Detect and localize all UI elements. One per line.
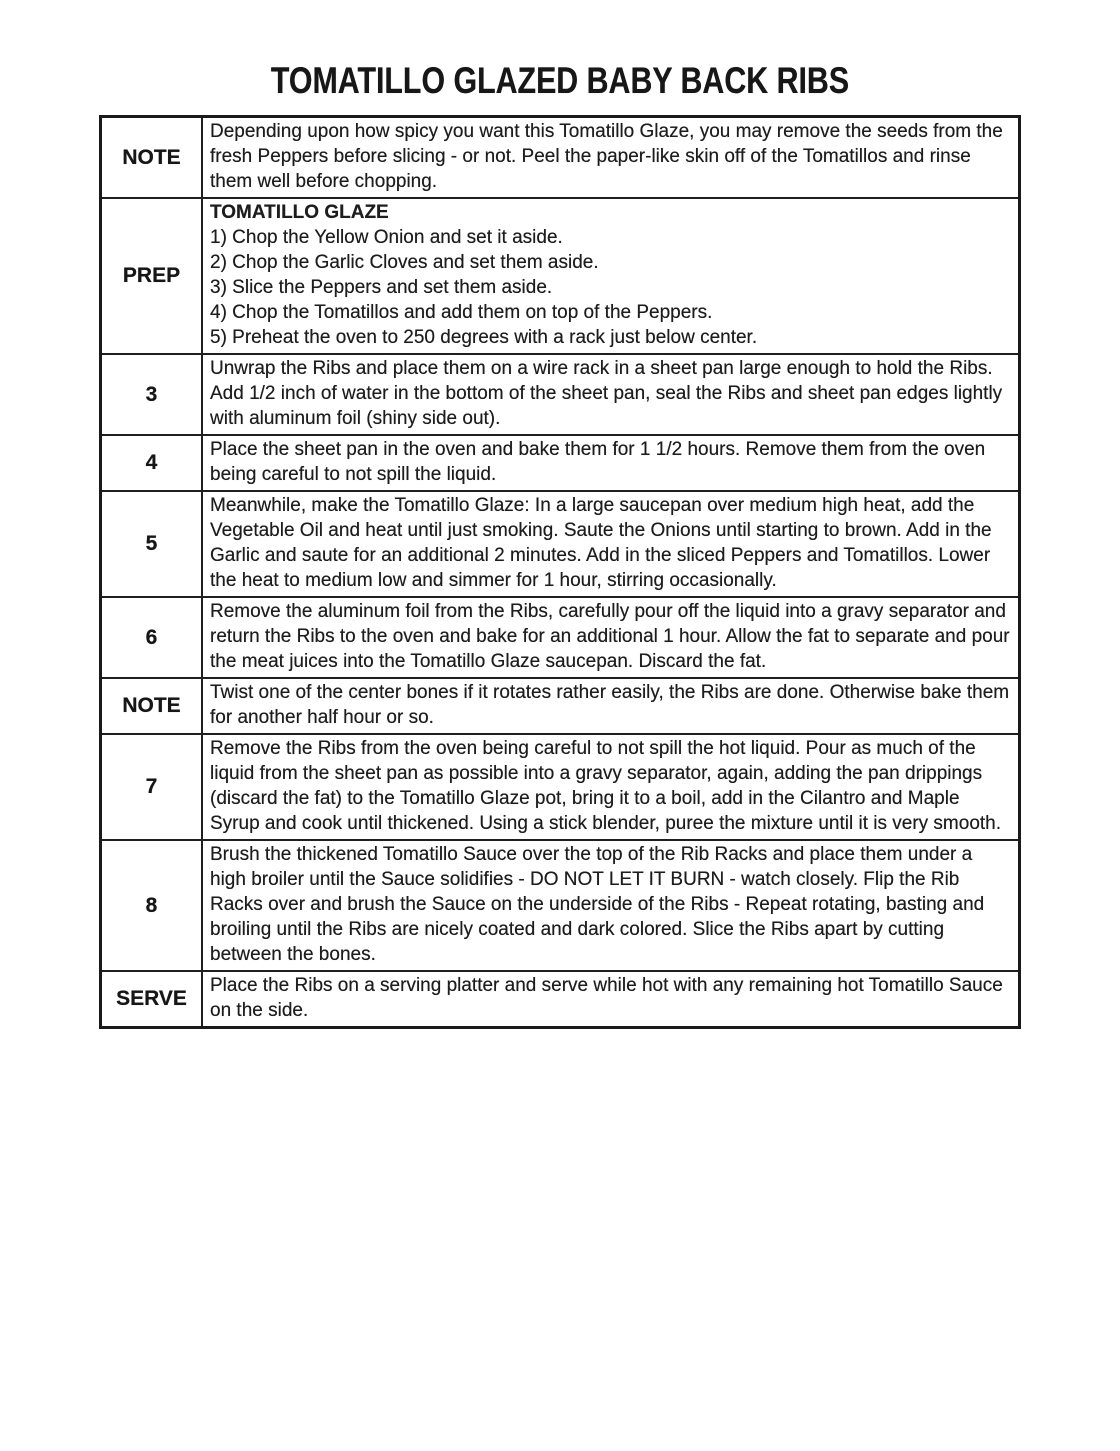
- step-label: 5: [101, 491, 203, 597]
- recipe-table-body: [101, 117, 1020, 1028]
- step-label: 6: [101, 597, 203, 678]
- step-label: SERVE: [101, 971, 203, 1028]
- step-instructions: [202, 734, 1020, 840]
- step-instructions: [202, 435, 1020, 491]
- step-instructions: [202, 491, 1020, 597]
- step-text: Unwrap the Ribs and place them on a wire rack in a sheet pan large enough to hold the Ribs. Add 1/2 inch of water in the bottom of the sheet pan, seal the Ribs and sheet pan edges lightly with aluminum foil (shiny side out).: [210, 358, 1003, 429]
- step-instructions: [202, 117, 1020, 199]
- step-label: 4: [101, 435, 203, 491]
- step-text: Place the sheet pan in the oven and bake them for 1 1/2 hours. Remove them from the oven being careful to not spill the liquid.: [210, 439, 986, 485]
- prep-step: 1) Chop the Yellow Onion and set it aside.: [210, 227, 563, 248]
- step-label: 8: [101, 840, 203, 971]
- step-label: NOTE: [101, 678, 203, 734]
- step-instructions: [202, 971, 1020, 1028]
- step-label: PREP: [101, 198, 203, 354]
- prep-step: 5) Preheat the oven to 250 degrees with a rack just below center.: [210, 327, 758, 348]
- recipe-table: [99, 115, 1021, 1029]
- step-text: Remove the aluminum foil from the Ribs, carefully pour off the liquid into a gravy separator and return the Ribs to the oven and bake for an additional 1 hour. Allow the fat to separate and pour the meat juices into the Tomatillo Glaze saucepan. Discard the fat.: [210, 601, 1010, 672]
- step-instructions: [202, 840, 1020, 971]
- step-text: Brush the thickened Tomatillo Sauce over the top of the Rib Racks and place them under a high broiler until the Sauce solidifies - DO NOT LET IT BURN - watch closely. Flip the Rib Racks over and brush the Sauce on the underside of the Ribs - Repeat rotating, basting and broiling until the Ribs are nicely coated and dark colored. Slice the Ribs apart by cutting between the bones.: [210, 844, 985, 965]
- table-row: [101, 354, 1020, 435]
- prep-step: 4) Chop the Tomatillos and add them on top of the Peppers.: [210, 302, 713, 323]
- prep-step: 2) Chop the Garlic Cloves and set them aside.: [210, 252, 599, 273]
- table-row: [101, 435, 1020, 491]
- step-text: Depending upon how spicy you want this Tomatillo Glaze, you may remove the seeds from the fresh Peppers before slicing - or not. Peel the paper-like skin off of the Tomatillos and rinse them well before chopping.: [210, 121, 1003, 192]
- step-text: Meanwhile, make the Tomatillo Glaze: In a large saucepan over medium high heat, add the Vegetable Oil and heat until just smoking. Saute the Onions until starting to brown. Add in the Garlic and saute for an additional 2 minutes. Add in the sliced Peppers and Tomatillos. Lower the heat to medium low and simmer for 1 hour, stirring occasionally.: [210, 495, 992, 591]
- table-row: [101, 198, 1020, 354]
- table-row: [101, 597, 1020, 678]
- step-text: Remove the Ribs from the oven being careful to not spill the hot liquid. Pour as much of the liquid from the sheet pan as possible into a gravy separator, again, adding the pan drippings (discard the fat) to the Tomatillo Glaze pot, bring it to a boil, add in the Cilantro and Maple Syrup and cook until thickened. Using a stick blender, puree the mixture until it is very smooth.: [210, 738, 1002, 834]
- table-row: [101, 971, 1020, 1028]
- table-row: [101, 734, 1020, 840]
- prep-step: 3) Slice the Peppers and set them aside.: [210, 277, 553, 298]
- table-row: [101, 840, 1020, 971]
- glaze-section-heading: TOMATILLO GLAZE: [210, 202, 389, 223]
- table-row: [101, 117, 1020, 199]
- step-instructions: [202, 678, 1020, 734]
- table-row: [101, 491, 1020, 597]
- step-label: NOTE: [101, 117, 203, 199]
- step-text: Place the Ribs on a serving platter and serve while hot with any remaining hot Tomatillo Sauce on the side.: [210, 975, 1003, 1021]
- step-instructions: [202, 354, 1020, 435]
- step-label: 7: [101, 734, 203, 840]
- table-row: [101, 678, 1020, 734]
- step-instructions: [202, 597, 1020, 678]
- recipe-title: TOMATILLO GLAZED BABY BACK RIBS: [270, 60, 850, 101]
- step-text: Twist one of the center bones if it rotates rather easily, the Ribs are done. Otherwise bake them for another half hour or so.: [210, 682, 1010, 728]
- step-label: 3: [101, 354, 203, 435]
- step-instructions: [202, 198, 1020, 354]
